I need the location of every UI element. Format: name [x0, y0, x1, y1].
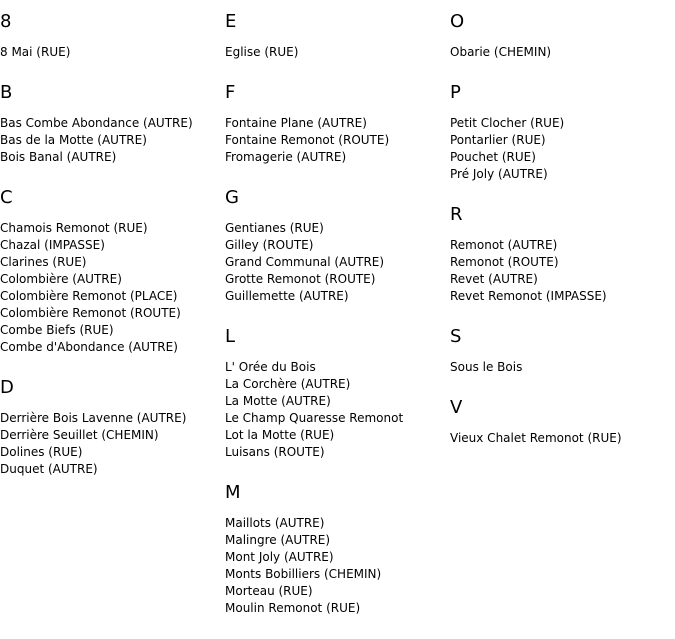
street-link[interactable]: Fontaine Plane (AUTRE)	[225, 116, 367, 130]
letter-heading: S	[450, 326, 462, 347]
street-link[interactable]: Guillemette (AUTRE)	[225, 289, 349, 303]
letter-heading: G	[225, 187, 239, 208]
street-link[interactable]: Pré Joly (AUTRE)	[450, 167, 548, 181]
street-item[interactable]	[225, 220, 450, 237]
street-item[interactable]	[0, 305, 225, 322]
street-item[interactable]	[0, 254, 225, 271]
letter-group-r	[450, 205, 675, 305]
letter-group-p	[450, 83, 675, 183]
street-item[interactable]	[225, 444, 450, 461]
street-link[interactable]: Colombière Remonot (ROUTE)	[0, 306, 181, 320]
street-list	[225, 515, 450, 617]
street-link[interactable]: Grotte Remonot (ROUTE)	[225, 272, 376, 286]
street-link[interactable]: Grand Communal (AUTRE)	[225, 255, 385, 269]
street-link[interactable]: Sous le Bois	[450, 360, 523, 374]
street-list	[0, 44, 225, 61]
letter-group-8	[0, 12, 225, 61]
street-item[interactable]	[225, 393, 450, 410]
street-item[interactable]	[225, 254, 450, 271]
letter-group-e	[225, 12, 450, 61]
street-item[interactable]	[225, 149, 450, 166]
street-item[interactable]	[0, 115, 225, 132]
street-item[interactable]	[225, 583, 450, 600]
street-link[interactable]: La Motte (AUTRE)	[225, 394, 331, 408]
street-link[interactable]: Derrière Bois Lavenne (AUTRE)	[0, 411, 187, 425]
letter-group-f	[225, 83, 450, 166]
street-item[interactable]	[225, 532, 450, 549]
street-item[interactable]	[225, 376, 450, 393]
index-column-1	[0, 12, 225, 500]
street-item[interactable]	[0, 461, 225, 478]
street-link[interactable]: Malingre (AUTRE)	[225, 533, 331, 547]
street-link[interactable]: Petit Clocher (RUE)	[450, 116, 565, 130]
street-item[interactable]	[450, 271, 675, 288]
street-item[interactable]	[0, 220, 225, 237]
street-link[interactable]: Pouchet (RUE)	[450, 150, 536, 164]
street-link[interactable]: Luisans (ROUTE)	[225, 445, 325, 459]
street-link[interactable]: L' Orée du Bois	[225, 360, 316, 374]
street-item[interactable]	[0, 271, 225, 288]
street-link[interactable]: Remonot (AUTRE)	[450, 238, 558, 252]
street-item[interactable]	[225, 549, 450, 566]
street-link[interactable]: La Corchère (AUTRE)	[225, 377, 351, 391]
street-item[interactable]	[450, 430, 675, 447]
street-link[interactable]: Obarie (CHEMIN)	[450, 45, 552, 59]
street-link[interactable]: Morteau (RUE)	[225, 584, 313, 598]
letter-group-s	[450, 327, 675, 376]
street-link[interactable]: Chazal (IMPASSE)	[0, 238, 105, 252]
street-list	[450, 44, 675, 61]
letter-group-c	[0, 188, 225, 356]
street-link[interactable]: Vieux Chalet Remonot (RUE)	[450, 431, 622, 445]
letter-heading: 8	[0, 11, 12, 32]
index-column-2	[225, 12, 450, 639]
street-link[interactable]: Lot la Motte (RUE)	[225, 428, 335, 442]
letter-group-o	[450, 12, 675, 61]
street-link[interactable]: Colombière (AUTRE)	[0, 272, 122, 286]
index-column-3	[450, 12, 675, 469]
letter-heading: L	[225, 326, 236, 347]
street-list	[225, 220, 450, 305]
street-list	[225, 44, 450, 61]
street-item[interactable]	[0, 444, 225, 461]
street-item[interactable]	[225, 359, 450, 376]
street-link[interactable]: Bas de la Motte (AUTRE)	[0, 133, 147, 147]
street-list	[0, 410, 225, 478]
letter-heading: F	[225, 82, 236, 103]
street-item[interactable]	[225, 115, 450, 132]
street-link[interactable]: Bas Combe Abondance (AUTRE)	[0, 116, 193, 130]
street-link[interactable]: Fromagerie (AUTRE)	[225, 150, 347, 164]
street-item[interactable]	[450, 288, 675, 305]
letter-heading: R	[450, 204, 463, 225]
street-link[interactable]: Gentianes (RUE)	[225, 221, 324, 235]
street-item[interactable]	[225, 132, 450, 149]
street-link[interactable]: Combe d'Abondance (AUTRE)	[0, 340, 178, 354]
street-item[interactable]	[450, 115, 675, 132]
street-item[interactable]	[0, 322, 225, 339]
letter-group-d	[0, 378, 225, 478]
street-link[interactable]: Remonot (ROUTE)	[450, 255, 559, 269]
street-item[interactable]	[450, 237, 675, 254]
letter-heading: D	[0, 377, 14, 398]
street-link[interactable]: Revet Remonot (IMPASSE)	[450, 289, 607, 303]
street-item[interactable]	[450, 359, 675, 376]
letter-heading: M	[225, 482, 241, 503]
street-link[interactable]: Dolines (RUE)	[0, 445, 83, 459]
street-list	[450, 430, 675, 447]
street-item[interactable]	[225, 566, 450, 583]
letter-group-b	[0, 83, 225, 166]
letter-heading: P	[450, 82, 461, 103]
street-item[interactable]	[0, 44, 225, 61]
street-link[interactable]: Fontaine Remonot (ROUTE)	[225, 133, 390, 147]
street-item[interactable]	[450, 149, 675, 166]
street-link[interactable]: 8 Mai (RUE)	[0, 45, 71, 59]
street-list	[450, 115, 675, 183]
street-link[interactable]: Revet (AUTRE)	[450, 272, 538, 286]
letter-group-v	[450, 398, 675, 447]
street-item[interactable]	[225, 410, 450, 427]
street-item[interactable]	[450, 44, 675, 61]
street-item[interactable]	[225, 44, 450, 61]
street-item[interactable]	[0, 427, 225, 444]
street-list	[450, 359, 675, 376]
letter-group-m	[225, 483, 450, 617]
street-item[interactable]	[225, 237, 450, 254]
street-link[interactable]: Le Champ Quaresse Remonot	[225, 411, 404, 425]
street-item[interactable]	[0, 237, 225, 254]
letter-heading: E	[225, 11, 237, 32]
letter-heading: B	[0, 82, 13, 103]
street-link[interactable]: Chamois Remonot (RUE)	[0, 221, 148, 235]
street-item[interactable]	[450, 132, 675, 149]
street-item[interactable]	[0, 132, 225, 149]
letter-heading: V	[450, 397, 463, 418]
street-item[interactable]	[225, 600, 450, 617]
street-list	[0, 220, 225, 356]
street-link[interactable]: Gilley (ROUTE)	[225, 238, 314, 252]
street-item[interactable]	[0, 149, 225, 166]
street-list	[450, 237, 675, 305]
street-item[interactable]	[450, 166, 675, 183]
street-item[interactable]	[225, 288, 450, 305]
street-link[interactable]: Moulin Remonot (RUE)	[225, 601, 361, 615]
street-item[interactable]	[225, 427, 450, 444]
street-item[interactable]	[0, 339, 225, 356]
street-link[interactable]: Combe Biefs (RUE)	[0, 323, 114, 337]
street-list	[225, 359, 450, 461]
street-link[interactable]: Clarines (RUE)	[0, 255, 87, 269]
letter-heading: C	[0, 187, 13, 208]
street-link[interactable]: Monts Bobilliers (CHEMIN)	[225, 567, 382, 581]
street-item[interactable]	[450, 254, 675, 271]
street-link[interactable]: Pontarlier (RUE)	[450, 133, 546, 147]
letter-heading: O	[450, 11, 465, 32]
street-item[interactable]	[0, 288, 225, 305]
street-list	[0, 115, 225, 166]
letter-group-l	[225, 327, 450, 461]
street-item[interactable]	[225, 515, 450, 532]
street-item[interactable]	[225, 271, 450, 288]
street-list	[225, 115, 450, 166]
street-link[interactable]: Mont Joly (AUTRE)	[225, 550, 334, 564]
street-link[interactable]: Derrière Seuillet (CHEMIN)	[0, 428, 159, 442]
street-item[interactable]	[0, 410, 225, 427]
street-link[interactable]: Bois Banal (AUTRE)	[0, 150, 117, 164]
street-link[interactable]: Colombière Remonot (PLACE)	[0, 289, 178, 303]
street-link[interactable]: Maillots (AUTRE)	[225, 516, 325, 530]
street-link[interactable]: Duquet (AUTRE)	[0, 462, 98, 476]
letter-group-g	[225, 188, 450, 305]
street-link[interactable]: Eglise (RUE)	[225, 45, 299, 59]
